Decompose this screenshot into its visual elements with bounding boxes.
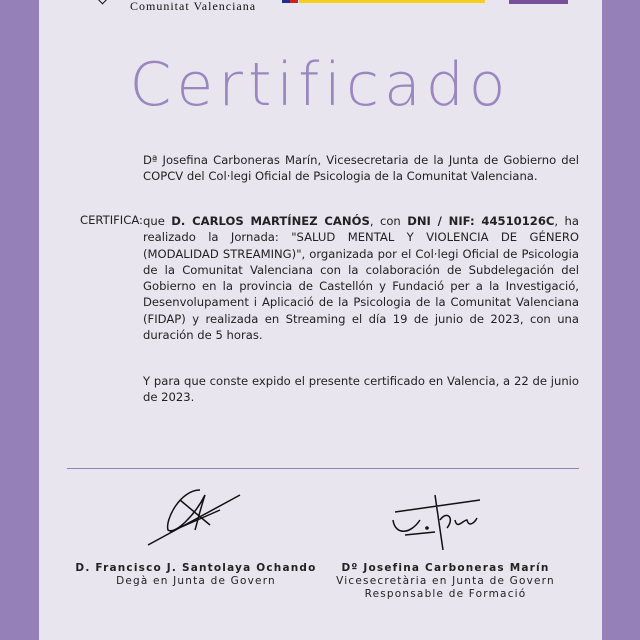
signatory-name: Dº Josefina Carboneras Marín (341, 562, 550, 574)
certification-paragraph (143, 213, 579, 343)
signatory-role: Degà en Junta de Govern (116, 575, 276, 587)
logo-icon (98, 0, 108, 4)
signatory-name: D. Francisco J. Santolaya Ochando (75, 562, 317, 574)
text: que (143, 214, 172, 228)
recipient-dni: DNI / NIF: 44510126C (407, 214, 555, 228)
closing-paragraph: Y para que conste expido el presente certificado en Valencia, a 22 de junio de 2023. (143, 374, 579, 405)
text: , con (369, 214, 408, 228)
signature-right (385, 490, 485, 555)
text: , ha realizado la Jornada: "SALUD MENTAL Y VIOLENCIA DE GÉNERO (MODALIDAD STREAMING)", organizada por el Col·legi Oficial de Psicologia de la Comunitat Valenciana con la colaboración de Subdelegación del Gobierno en la provincia de Castellón y Fundació per a la Investigació, Desenvolupament i Aplicació de la Psicologia de la Comunitat Valenciana (FIDAP) y realizada en Streaming el día 19 de junio de 2023, con una duración de 5 horas. (143, 214, 579, 343)
divider (67, 468, 579, 469)
signatory-left (70, 562, 322, 588)
flag-banner (299, 0, 485, 3)
intro-paragraph: Dª Josefina Carboneras Marín, Vicesecretaria de la Junta de Gobierno del COPCV del Col·legi Oficial de Psicologia de la Comunitat Valenciana. (143, 153, 579, 184)
signature-left (140, 485, 250, 550)
signatory-right (318, 562, 573, 601)
logo-text: Comunitat Valenciana (130, 0, 257, 13)
brand-tag (509, 0, 568, 4)
signatory-role: Vicesecretària en Junta de Govern (336, 575, 555, 587)
signatory-role-secondary: Responsable de Formació (364, 588, 527, 600)
certificate-title: Certificado (129, 50, 511, 120)
recipient-name: D. CARLOS MARTÍNEZ CANÓS (171, 214, 370, 228)
certifica-label: CERTIFICA: (80, 213, 143, 227)
flag-logo (282, 0, 298, 3)
